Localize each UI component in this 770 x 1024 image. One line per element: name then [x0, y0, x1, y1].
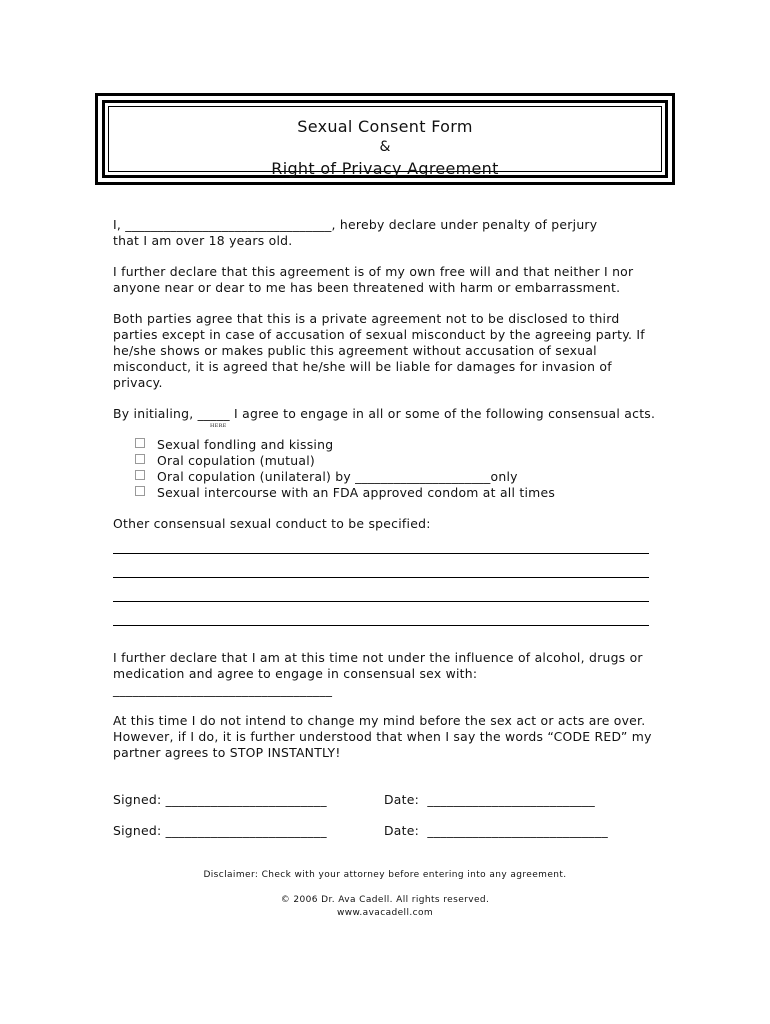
other-conduct-line[interactable]	[113, 553, 649, 554]
code-red-line-3: partner agrees to STOP INSTANTLY!	[113, 745, 341, 760]
form-subtitle: Right of Privacy Agreement	[271, 159, 499, 178]
declaration-line-2: that I am over 18 years old.	[113, 233, 293, 248]
website: www.avacadell.com	[336, 908, 434, 918]
act-item	[135, 469, 518, 484]
other-conduct-line[interactable]	[113, 577, 649, 578]
signed-field-2[interactable]: Signed: _________________________	[113, 823, 327, 838]
other-conduct-line[interactable]	[113, 625, 649, 626]
initial-line: By initialing, _____ I agree to engage in all or some of the following consensual acts.	[113, 406, 656, 421]
here-label: HERE	[210, 423, 227, 429]
checkbox-icon[interactable]	[135, 486, 145, 496]
other-conduct-label: Other consensual sexual conduct to be specified:	[113, 516, 431, 531]
code-red-line-1: At this time I do not intend to change my mind before the sex act or acts are over.	[113, 713, 646, 728]
act-label: Oral copulation (mutual)	[157, 453, 315, 468]
checkbox-icon[interactable]	[135, 454, 145, 464]
sobriety-line-1: I further declare that I am at this time not under the influence of alcohol, drugs or	[113, 650, 643, 665]
other-conduct-line[interactable]	[113, 601, 649, 602]
act-label: Sexual intercourse with an FDA approved condom at all times	[157, 485, 556, 500]
free-will-line-2: anyone near or dear to me has been threatened with harm or embarrassment.	[113, 280, 621, 295]
copyright: © 2006 Dr. Ava Cadell. All rights reserved.	[280, 895, 490, 905]
declaration-line-1: I, ________________________________, hereby declare under penalty of perjury	[113, 217, 598, 232]
form-title: Sexual Consent Form	[297, 117, 473, 136]
privacy-line-4: misconduct, it is agreed that he/she will be liable for damages for invasion of	[113, 359, 612, 374]
title-box-frame	[108, 106, 662, 178]
disclaimer: Disclaimer: Check with your attorney before entering into any agreement.	[203, 870, 567, 880]
act-item	[135, 437, 333, 452]
privacy-line-3: he/she shows or makes public this agreement without accusation of sexual	[113, 343, 597, 358]
checkbox-icon[interactable]	[135, 438, 145, 448]
date-field-2[interactable]: Date: ____________________________	[384, 823, 608, 838]
title-box	[95, 93, 675, 185]
privacy-line-1: Both parties agree that this is a private agreement not to be disclosed to third	[113, 311, 620, 326]
free-will-line-1: I further declare that this agreement is of my own free will and that neither I nor	[113, 264, 634, 279]
partner-name-field[interactable]: __________________________________	[113, 682, 333, 697]
act-item	[135, 485, 555, 500]
sobriety-line-2: medication and agree to engage in consensual sex with:	[113, 666, 478, 681]
act-label: Oral copulation (unilateral) by _____________________only	[157, 469, 518, 484]
privacy-line-5: privacy.	[113, 375, 163, 390]
title-box-inner-border	[102, 100, 668, 178]
privacy-line-2: parties except in case of accusation of sexual misconduct by the agreeing party. If	[113, 327, 645, 342]
act-item	[135, 453, 315, 468]
checkbox-icon[interactable]	[135, 470, 145, 480]
code-red-line-2: However, if I do, it is further understood that when I say the words “CODE RED” my	[113, 729, 652, 744]
date-field-1[interactable]: Date: __________________________	[384, 792, 595, 807]
act-label: Sexual fondling and kissing	[157, 437, 334, 452]
title-ampersand: &	[379, 139, 391, 155]
signed-field-1[interactable]: Signed: _________________________	[113, 792, 327, 807]
